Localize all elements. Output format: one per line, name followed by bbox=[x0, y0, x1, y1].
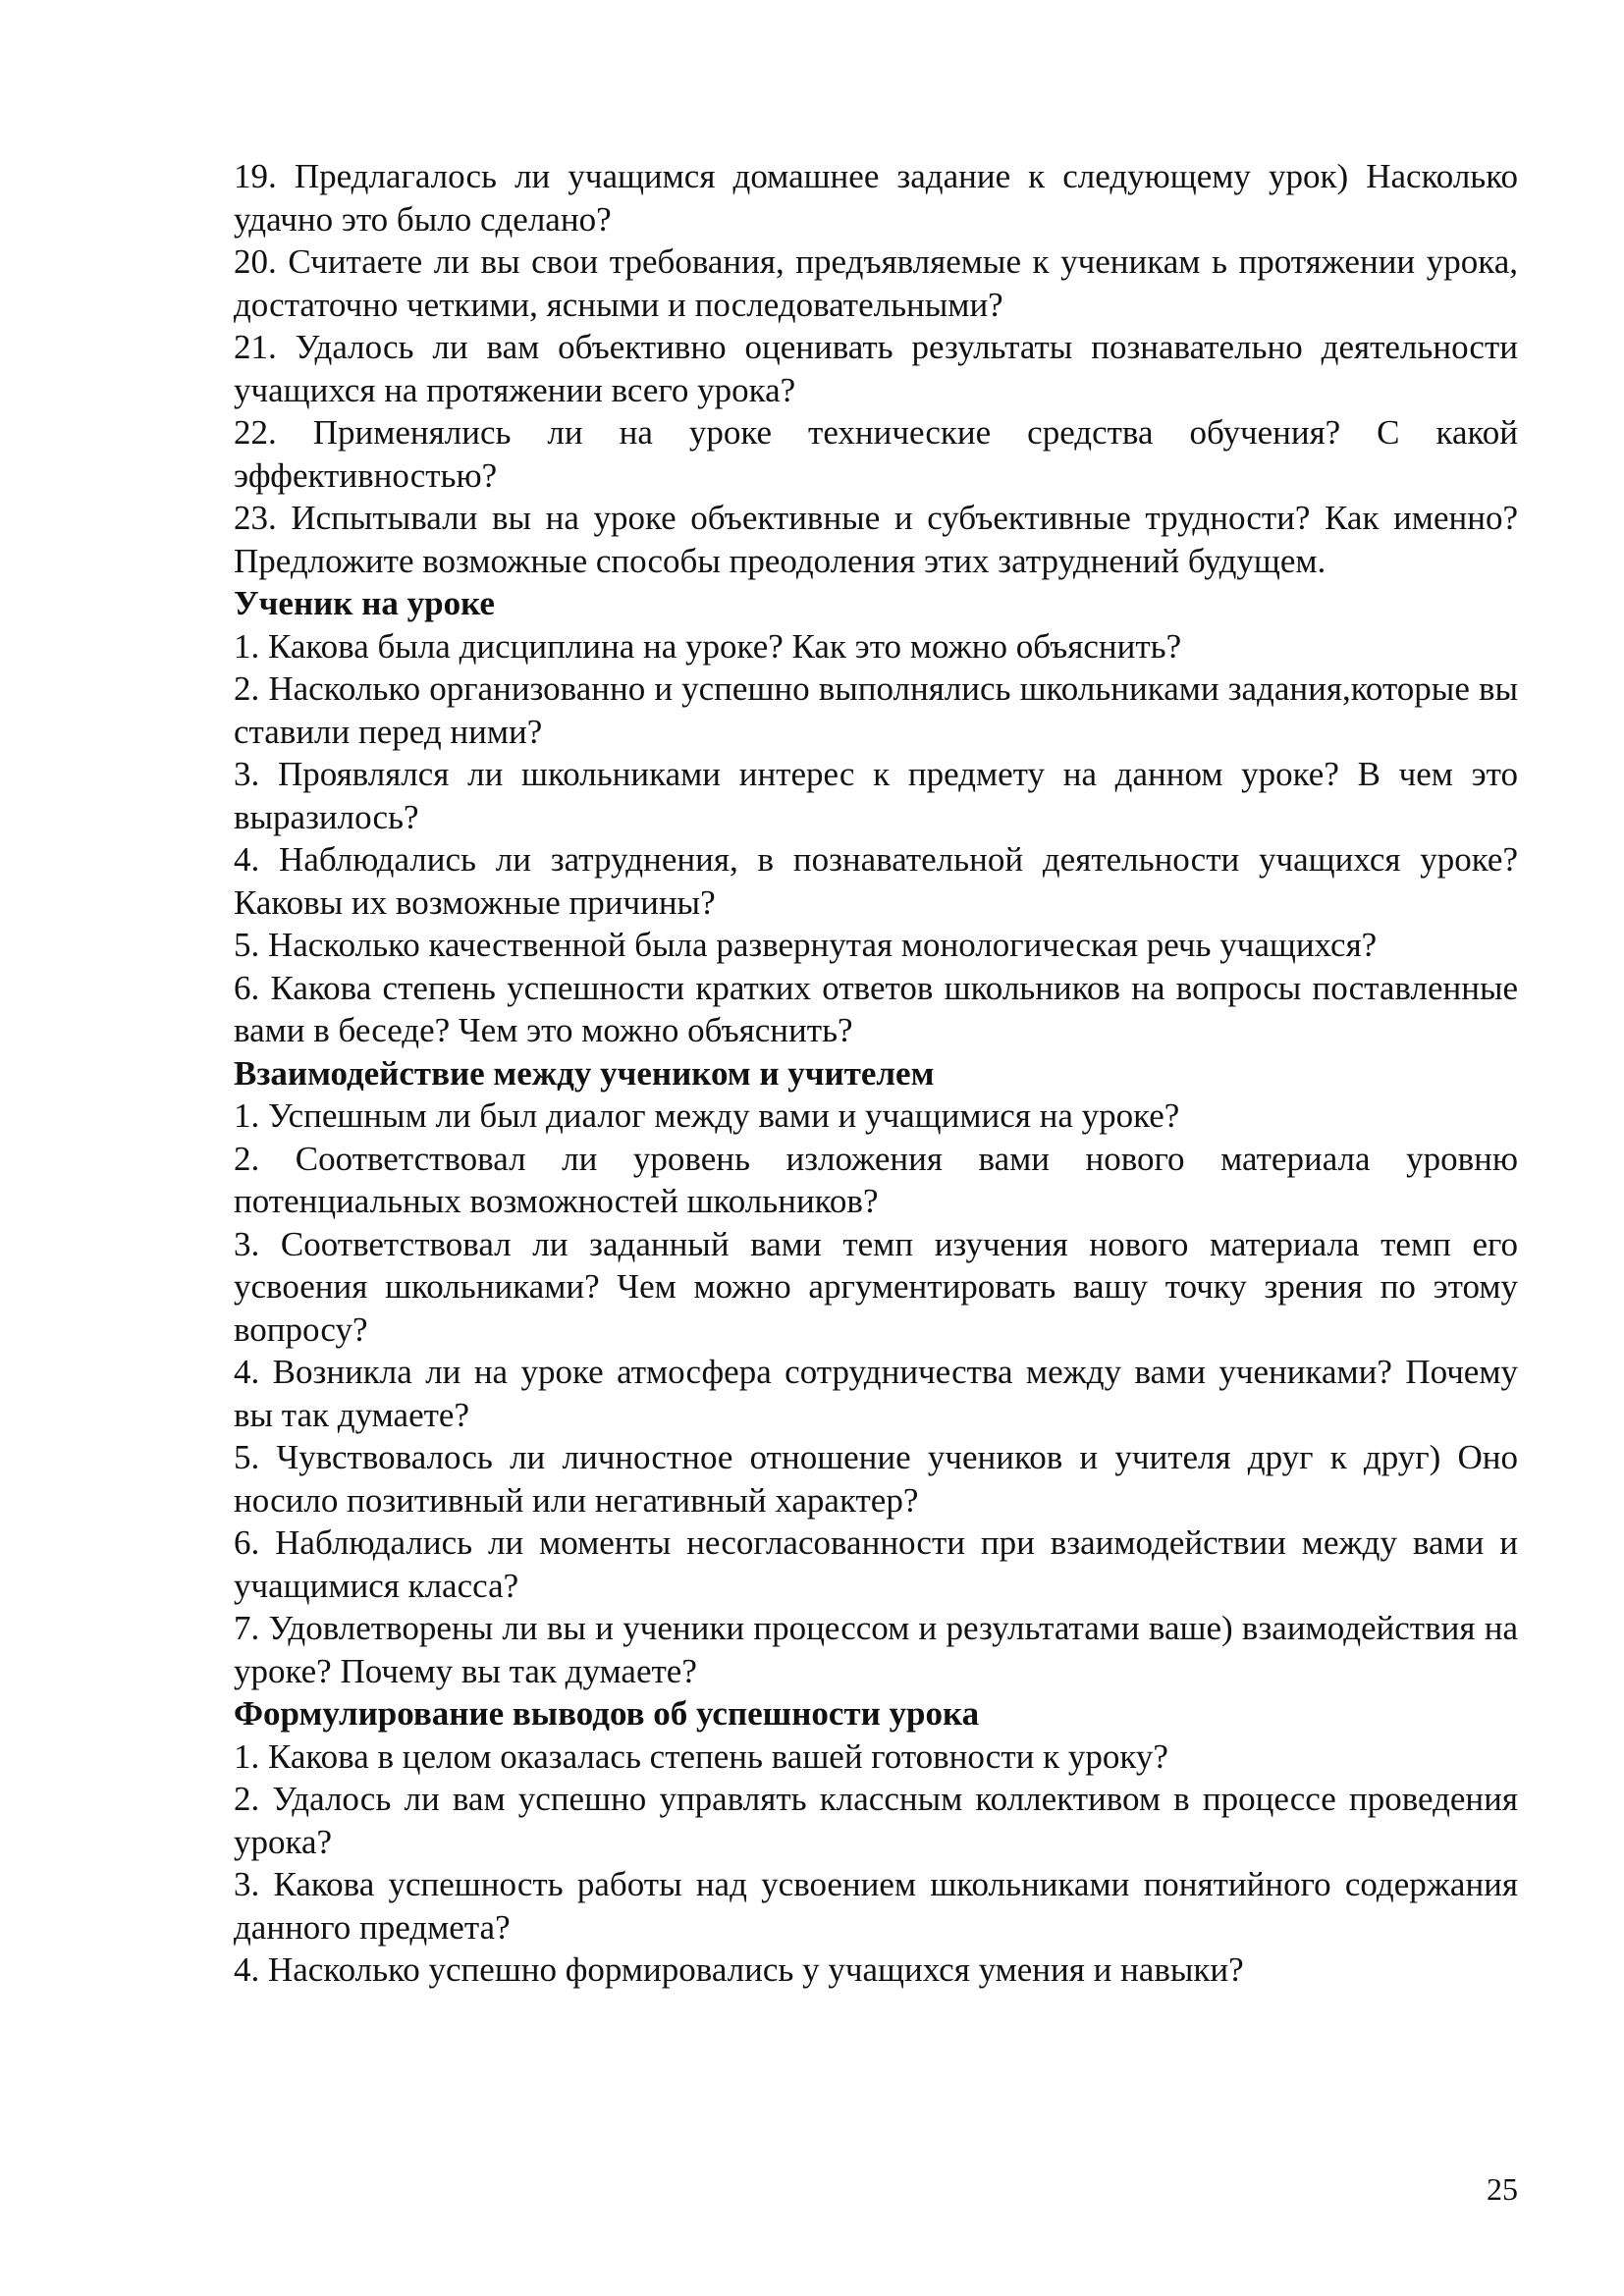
question-item: 4. Возникла ли на уроке атмосфера сотрудничества между вами учениками? Почему вы так думаете? bbox=[234, 1353, 1518, 1434]
page-number: 25 bbox=[1487, 2171, 1518, 2207]
question-item: 5. Насколько качественной была развернутая монологическая речь учащихся? bbox=[234, 926, 1378, 964]
question-item: 3. Соответствовал ли заданный вами темп изучения нового материала темп его усвоения школьниками? Чем можно аргументировать вашу точку зрения по этому вопросу? bbox=[234, 1224, 1518, 1349]
question-item: 1. Успешным ли был диалог между вами и учащимися на уроке? bbox=[234, 1096, 1180, 1135]
question-item: 2. Насколько организованно и успешно выполнялись школьниками задания,которые вы ставили перед ними? bbox=[234, 669, 1518, 751]
question-item: 1. Какова в целом оказалась степень вашей готовности к уроку? bbox=[234, 1736, 1168, 1776]
question-item: 1. Какова была дисциплина на уроке? Как это можно объяснить? bbox=[234, 626, 1182, 666]
section-heading: Формулирование выводов об успешности урока bbox=[234, 1694, 980, 1733]
question-item: 3. Проявлялся ли школьниками интерес к предмету на данном уроке? В чем это выразилось? bbox=[234, 755, 1518, 836]
document-body bbox=[234, 155, 1518, 1992]
question-item: 19. Предлагалось ли учащимся домашнее задание к следующему урок) Насколько удачно это было сделано? bbox=[234, 157, 1518, 239]
question-item: 6. Наблюдались ли моменты несогласованности при взаимодействии между вами и учащимися класса? bbox=[234, 1523, 1518, 1605]
question-item: 2. Удалось ли вам успешно управлять классным коллективом в процессе проведения урока? bbox=[234, 1780, 1518, 1861]
question-item: 4. Насколько успешно формировались у учащихся умения и навыки? bbox=[234, 1950, 1244, 1989]
question-item: 21. Удалось ли вам объективно оценивать результаты познавательно деятельности учащихся на протяжении всего урока? bbox=[234, 328, 1518, 409]
section-heading: Ученик на уроке bbox=[234, 584, 495, 622]
section-heading: Взаимодействие между учеником и учителем bbox=[234, 1053, 935, 1093]
question-item: 2. Соответствовал ли уровень изложения вами нового материала уровню потенциальных возможностей школьников? bbox=[234, 1139, 1518, 1220]
question-item: 20. Считаете ли вы свои требования, предъявляемые к ученикам ь протяжении урока, достаточно четкими, ясными и последовательными? bbox=[234, 242, 1518, 324]
question-item: 7. Удовлетворены ли вы и ученики процессом и результатами ваше) взаимодействия на уроке? Почему вы так думаете? bbox=[234, 1609, 1518, 1690]
question-item: 23. Испытывали вы на уроке объективные и субъективные трудности? Как именно?Предложите возможные способы преодоления этих затруднений будущем. bbox=[234, 499, 1518, 580]
question-item: 5. Чувствовалось ли личностное отношение учеников и учителя друг к друг) Оно носило позитивный или негативный характер? bbox=[234, 1438, 1518, 1520]
question-item: 4. Наблюдались ли затруднения, в познавательной деятельности учащихся уроке? Каковы их возможные причины? bbox=[234, 840, 1518, 922]
question-item: 3. Какова успешность работы над усвоением школьниками понятийного содержания данного предмета? bbox=[234, 1865, 1518, 1947]
question-item: 6. Какова степень успешности кратких ответов школьников на вопросы поставленные вами в беседе? Чем это можно объяснить? bbox=[234, 968, 1518, 1049]
question-item: 22. Применялись ли на уроке технические средства обучения? С какой эффективностью? bbox=[234, 413, 1518, 495]
